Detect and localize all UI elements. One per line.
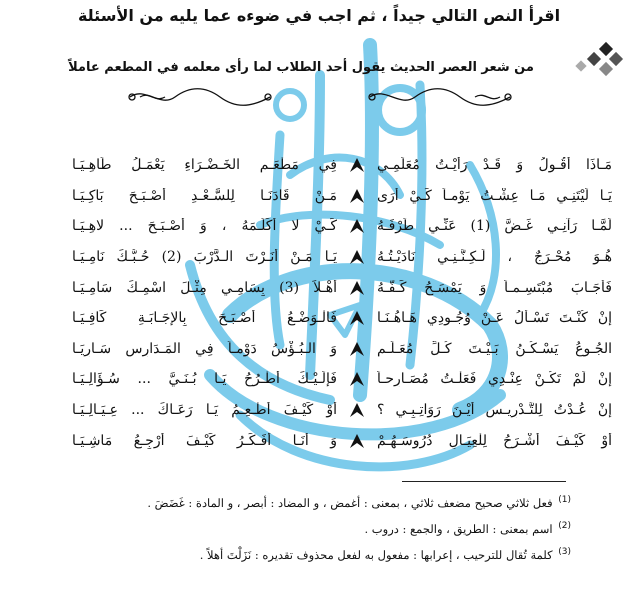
- first-hemistich: الجُـوعُ يَسْـكُـنُ بَـيْـتَ كُـلِّ مُعَـلِّـمٍ: [377, 340, 612, 357]
- footnote-item: [31, 539, 571, 565]
- verse-row: [52, 303, 612, 334]
- footnote-item: [31, 487, 571, 513]
- arrowhead-divider-icon: [337, 218, 377, 234]
- second-hemistich: مَـنْ قَادَنَـا لِلسَّـعْـدِ أَصْـبَـحَ بَاكِـيَـا: [72, 187, 337, 204]
- first-hemistich: إِنْ عُـدْتُ لِلتَّـدْرِيـسِ أَيْـنَ رَوَاتِـبِـي ؟: [377, 402, 612, 419]
- arrowhead-divider-icon: [337, 157, 377, 173]
- footnote-text: فعل ثلاثي صحيح مضعف ثلاثي ، بمعنى : أغمض ، و المضاد : أبصر ، و المادة : غَضَضَ .: [147, 495, 553, 510]
- first-hemistich: أَوْ كَيْـفَ أَشْـرَحُ لِلْعِيَـالِ دُرُوسَـهُـمْ: [377, 432, 612, 449]
- footnote-divider: [402, 481, 566, 482]
- page-title: اقرأ النص التالي جيداً ، ثم اجب في ضوءه عما يليه من الأسئلة: [77, 6, 561, 25]
- second-hemistich: فَإِلَـيْـكَ أُطْـرُحُ يَـا بُـنَـيَّ ... سُـؤَالِـيَـا: [72, 371, 337, 388]
- footnote-number: (3): [558, 547, 571, 557]
- footnote-number: (1): [558, 495, 571, 505]
- footnote-text: كلمة تُقال للترحيب ، إعرابها : مفعول به لفعل محذوف تقديره : نَزَلْتَ أهلاً .: [199, 547, 553, 562]
- first-hemistich: مَـاذَا أَقُـولُ وَ قَـدْ رَأَيْـتُ مُعَلِّمِـي: [377, 157, 612, 174]
- verse-row: [52, 425, 612, 456]
- verse-row: [52, 181, 612, 212]
- diamond-cluster-icon: [571, 40, 627, 84]
- first-hemistich: هُـوَ مُحْـرَجٌ ، لَـكِـنَّـنِـي نَادَيْـتُـهُ: [377, 249, 612, 266]
- second-hemistich: فِي مَطْعَـمِ الخَـضْـرَاءِ يَعْمَـلُ طَاهِـيَـا: [72, 157, 337, 174]
- first-hemistich: لَمَّـا رَآنِـي غَـضَّ (1) عَنِّـي طَرْفَـهُ: [377, 218, 612, 235]
- second-hemistich: كَـيْ لا أُكَلِّـمَهُ ، وَ أَصْـبَـحَ ... لاهِـيَـا: [72, 218, 337, 235]
- footnote-number: (2): [558, 521, 571, 531]
- verse-row: [52, 364, 612, 395]
- first-hemistich: يَـا لَيْتَنِـي مَـا عِشْـتُ يَوْمـاً كَـيْ أَرَى: [377, 187, 612, 204]
- arrowhead-divider-icon: [337, 433, 377, 449]
- second-hemistich: أَوْ كَيْـفَ أُطْـعِـمُ يَـا رَعَـاكَ ... عِـيَـالِـيَـا: [72, 402, 337, 419]
- first-hemistich: إِنْ كُنْـتَ تَسْـأَلُ عَـنْ وُجُـودِي هَـاهُـنَـا: [377, 310, 612, 327]
- verse-row: [52, 272, 612, 303]
- arrowhead-divider-icon: [337, 310, 377, 326]
- first-hemistich: إِنْ لَمْ تَكُـنْ عِنْـدِي فَعَلْـتُ مُصَـارِحـاً: [377, 371, 612, 388]
- verse-row: [52, 395, 612, 426]
- arrowhead-divider-icon: [337, 280, 377, 296]
- second-hemistich: وَ الـبُـؤْسُ دَوْمـاً فِي المَـدَارِسِ سَـارِيَـا: [72, 340, 337, 357]
- verse-row: [52, 334, 612, 365]
- verse-row: [52, 242, 612, 273]
- footnotes: [31, 487, 571, 565]
- second-hemistich: فَالْـوَضْـعُ أَصْـبَـحَ بِالإِجَـابَـةِ كَافِـيَـا: [72, 310, 337, 327]
- footnote-item: [31, 513, 571, 539]
- arrowhead-divider-icon: [337, 188, 377, 204]
- poem-intro: من شعر العصر الحديث يقول أحد الطلاب لما رأى معلمه في المطعم عاملاً: [68, 60, 534, 75]
- second-hemistich: أَهْـلاً (3) بِسَامِـي مِثْـلَ اسْمِـكَ سَامِـيَـا: [72, 279, 337, 296]
- second-hemistich: يَـا مَـنْ أَنَـرْتَ الـدَّرْبَ (2) حُـبُّـكَ نَامِـيَـا: [72, 249, 337, 266]
- footnote-text: اسم بمعنى : الطريق ، والجمع : دروب .: [364, 521, 553, 536]
- arrowhead-divider-icon: [337, 341, 377, 357]
- arrowhead-divider-icon: [337, 249, 377, 265]
- second-hemistich: وَ أَنَـا أُفَـكِّـرُ كَيْـفَ أَرْجِـعُ مَاشِـيَـا: [72, 432, 337, 449]
- poem-verses: [52, 150, 612, 456]
- verse-row: [52, 211, 612, 242]
- arrowhead-divider-icon: [337, 402, 377, 418]
- first-hemistich: فَأَجَـابَ مُبْتَسِـمـاً وَ يَمْسَـحُ كَـفَّـهُ: [377, 279, 612, 296]
- verse-row: [52, 150, 612, 181]
- arrowhead-divider-icon: [337, 371, 377, 387]
- scroll-ornament-icon: [110, 86, 530, 108]
